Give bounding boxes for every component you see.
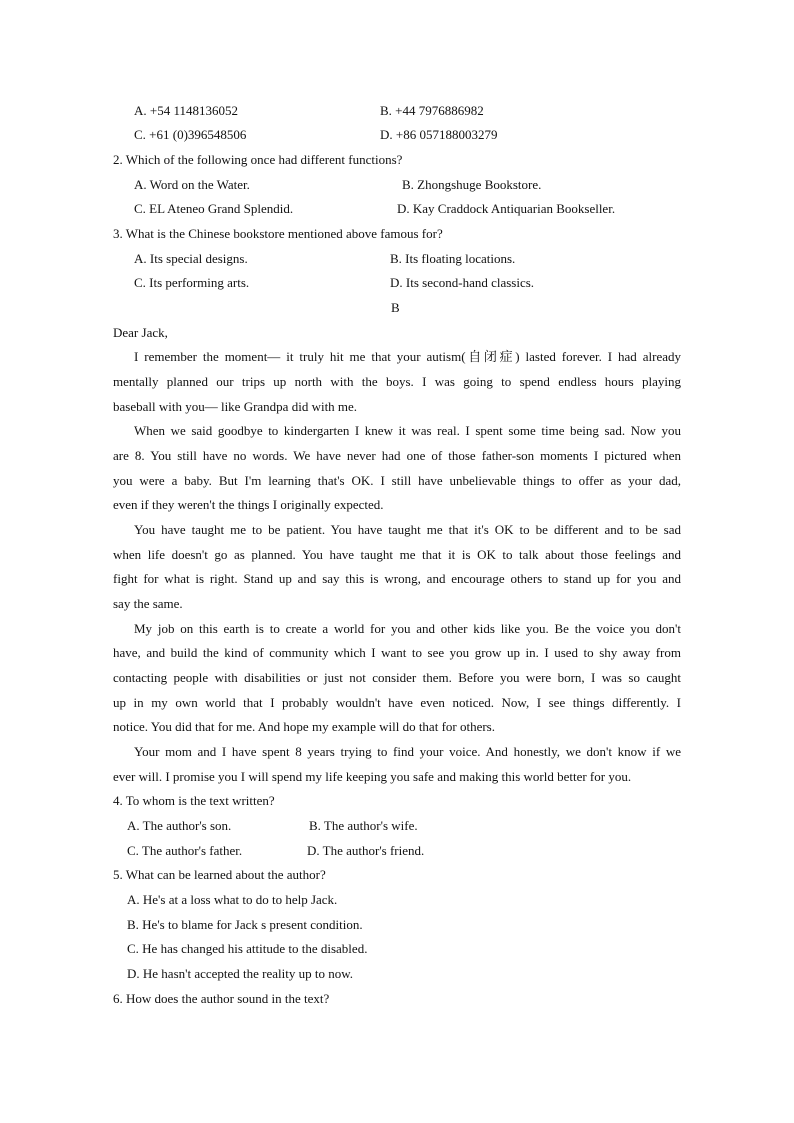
q2-option-b: B. Zhongshuge Bookstore. [402, 177, 542, 192]
q5-option-a: A. He's at a loss what to do to help Jack. [127, 892, 338, 907]
paragraph-line: even if they weren't the things I originally expected. [113, 497, 384, 512]
q2-option-d: D. Kay Craddock Antiquarian Bookseller. [397, 201, 616, 216]
q6-stem: 6. How does the author sound in the text? [113, 991, 330, 1006]
q3-option-c: C. Its performing arts. [134, 275, 250, 290]
paragraph-line: I remember the moment— it truly hit me that your autism(自闭症) lasted forever. I had already [134, 349, 681, 364]
q3-option-a: A. Its special designs. [134, 251, 248, 266]
paragraph-line: baseball with you— like Grandpa did with me. [113, 399, 358, 414]
paragraph-line: when life doesn't go as planned. You have taught me that it is OK to talk about those feelings and [113, 547, 681, 562]
q4-option-d: D. The author's friend. [307, 843, 425, 858]
paragraph-line: mentally planned our trips up north with the boys. I was going to spend endless hours playing [113, 374, 681, 389]
q4-stem: 4. To whom is the text written? [113, 793, 275, 808]
q2-stem: 2. Which of the following once had different functions? [113, 152, 403, 167]
q1-option-d: D. +86 057188003279 [380, 127, 498, 142]
paragraph-line: Your mom and I have spent 8 years trying to find your voice. And honestly, we don't know if we [134, 744, 681, 759]
paragraph-line: notice. You did that for me. And hope my example will do that for others. [113, 719, 495, 734]
q4-option-c: C. The author's father. [127, 843, 243, 858]
paragraph-line: ever will. I promise you I will spend my life keeping you safe and making this world better for you. [113, 769, 632, 784]
paragraph-line: contacting people with disabilities or just not consider them. Before you were born, I was so caught [113, 670, 681, 685]
paragraph-line: are 8. You still have no words. We have never had one of those father-son moments I pictured when [113, 448, 681, 463]
q3-option-d: D. Its second-hand classics. [390, 275, 535, 290]
section-label: B [391, 300, 400, 315]
paragraph-line: My job on this earth is to create a world for you and other kids like you. Be the voice you don't [134, 621, 681, 636]
q5-stem: 5. What can be learned about the author? [113, 867, 326, 882]
q5-option-b: B. He's to blame for Jack s present condition. [127, 917, 363, 932]
q4-option-a: A. The author's son. [127, 818, 232, 833]
paragraph-line: have, and build the kind of community which I want to see you grow up in. I used to shy away from [113, 645, 681, 660]
paragraph-line: fight for what is right. Stand up and say this is wrong, and encourage others to stand up for you and [113, 571, 681, 586]
q4-option-b: B. The author's wife. [309, 818, 418, 833]
q1-option-c: C. +61 (0)396548506 [134, 127, 247, 142]
paragraph-line: When we said goodbye to kindergarten I knew it was real. I spent some time being sad. Now you [134, 423, 681, 438]
paragraph-line: up in my own world that I probably wouldn't have even noticed. Now, I see things differently. I [113, 695, 681, 710]
q3-stem: 3. What is the Chinese bookstore mentioned above famous for? [113, 226, 443, 241]
q2-option-a: A. Word on the Water. [134, 177, 250, 192]
q5-option-c: C. He has changed his attitude to the disabled. [127, 941, 368, 956]
paragraph-line: You have taught me to be patient. You have taught me that it's OK to be different and to be sad [134, 522, 681, 537]
salutation: Dear Jack, [113, 325, 168, 340]
paragraph-line: you were a baby. But I'm learning that's OK. I still have unbelievable things to offer as your dad, [113, 473, 681, 488]
q1-option-b: B. +44 7976886982 [380, 103, 484, 118]
q5-option-d: D. He hasn't accepted the reality up to now. [127, 966, 354, 981]
q3-option-b: B. Its floating locations. [390, 251, 516, 266]
q1-option-a: A. +54 1148136052 [134, 103, 238, 118]
paragraph-line: say the same. [113, 596, 183, 611]
q2-option-c: C. EL Ateneo Grand Splendid. [134, 201, 294, 216]
